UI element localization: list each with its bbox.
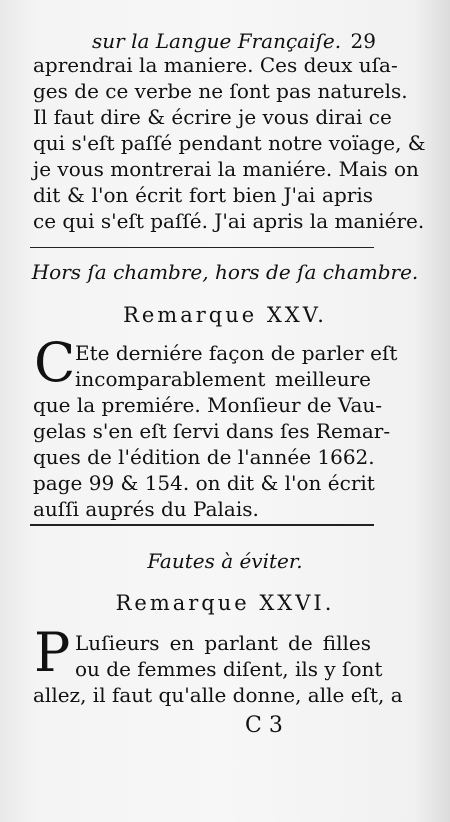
section-divider [30,524,374,526]
text-line: dit & l'on écrit fort bien J'ai apris [33,183,373,207]
section-divider [30,247,374,248]
text-line: aprendrai la maniere. Ces deux uſa- [33,53,398,77]
running-header [92,29,376,53]
text-line: ques de l'édition de l'année 1662. [33,445,375,469]
text-line: ges de ce verbe ne ſont pas naturels. [33,79,408,103]
text-line: je vous montrerai la maniére. Mais on [33,157,419,181]
page-number: 29 [350,29,376,53]
running-title: sur la Langue Françaiſe. [92,29,342,53]
text-line: page 99 & 154. on dit & l'on écrit [33,471,375,495]
signature-mark: C 3 [245,713,283,738]
text-line: incomparablement meilleure [75,367,371,391]
text-line: que la premiére. Monſieur de Vau- [33,393,383,417]
text-line: ou de femmes diſent, ils y ſont [75,657,383,681]
section-heading: Fautes à éviter. [147,549,303,573]
text-line: gelas s'en eſt ſervi dans ſes Remar- [33,419,391,443]
drop-cap: C [34,331,76,394]
text-line: Il faut dire & écrire je vous dirai ce [33,105,392,129]
text-line: Luſieurs en parlant de filles [75,631,371,655]
text-line: auſſi auprés du Palais. [33,497,259,521]
drop-cap: P [34,621,71,684]
remark-title: Remarque XXVI. [115,591,335,615]
remark-title: Remarque XXV. [123,303,327,327]
text-line: allez, il faut qu'alle donne, alle eſt, a [33,683,403,707]
section-heading: Hors ſa chambre, hors de ſa chambre. [31,260,419,284]
text-line: ce qui s'eſt paſſé. J'ai apris la maniére. [33,209,425,233]
text-line: qui s'eſt paſſé pendant notre voïage, & [33,131,426,155]
text-line: Ete derniére façon de parler eſt [75,341,398,365]
